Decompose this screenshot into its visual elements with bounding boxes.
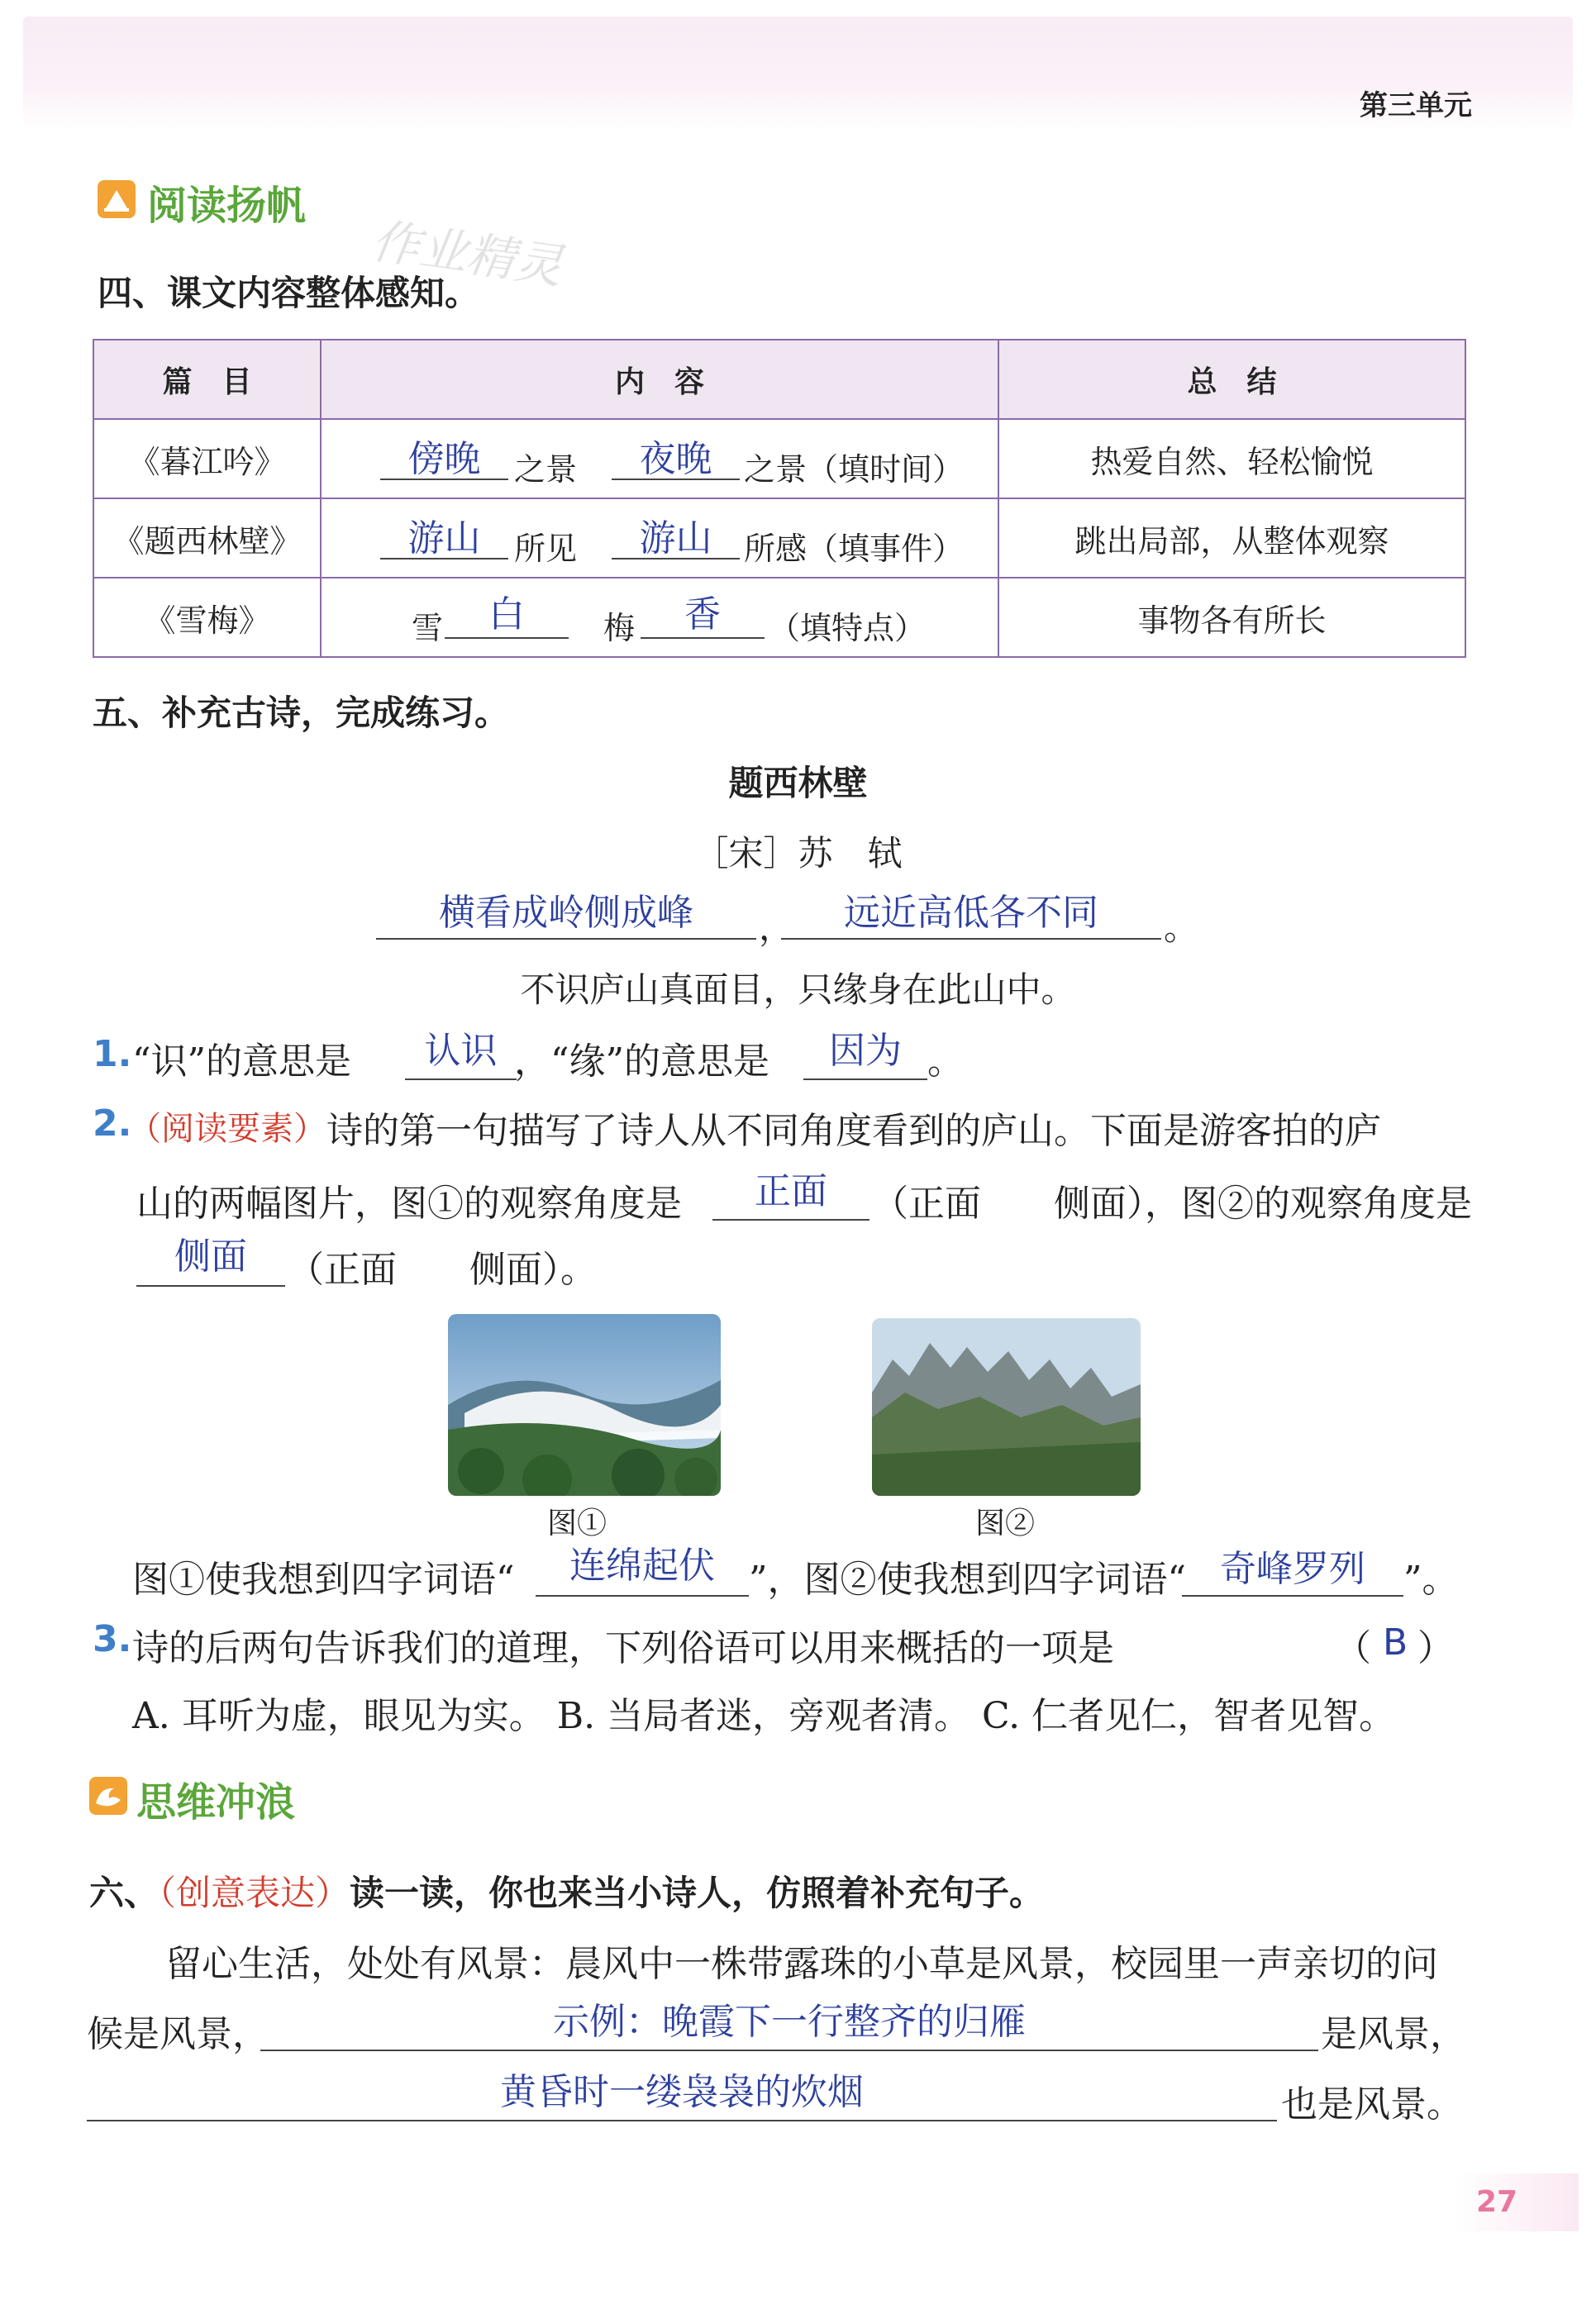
q6-para-2a: 候是风景， (87, 2013, 269, 2055)
answer: 香 (684, 593, 721, 636)
page-number: 27 (1476, 2185, 1518, 2219)
row-summary: 热爱自然、轻松愉悦 (998, 419, 1465, 498)
q5-2-line-4b: ”，图②使我想到四字词语“ (749, 1559, 1186, 1601)
q5-2 (93, 1102, 131, 1145)
lushan-side-photo (872, 1318, 1141, 1496)
q6-answer-1: 示例：晚霞下一行整齐的归雁 (553, 2001, 1026, 2043)
poem-title: 题西林壁 (728, 763, 868, 803)
row-content (321, 578, 998, 657)
q6-para-1: 留心生活，处处有风景：晨风中一株带露珠的小草是风景，校园里一声亲切的问 (165, 1943, 1438, 1985)
poem-period: 。 (1164, 907, 1199, 948)
table-row (93, 419, 1465, 498)
answer: 因为 (829, 1030, 902, 1072)
answer: 游山 (639, 517, 712, 559)
row-title: 《题西林壁》 (93, 498, 321, 578)
answer: 奇峰罗列 (1220, 1548, 1365, 1590)
content-text: 雪 (412, 610, 444, 646)
row-content (321, 419, 998, 498)
content-text: 梅 (603, 610, 636, 646)
row-summary: 跳出局部，从整体观察 (998, 498, 1465, 578)
q6-title: 读一读，你也来当小诗人，仿照着补充句子。 (350, 1873, 1045, 1913)
figure-2-caption: 图② (975, 1507, 1036, 1540)
table-row (93, 498, 1465, 578)
row-summary: 事物各有所长 (998, 578, 1465, 657)
q6-answer-2: 黄昏时一缕袅袅的炊烟 (500, 2071, 864, 2113)
q5-3-text: 诗的后两句告诉我们的道理，下列俗语可以用来概括的一项是 (132, 1627, 1114, 1669)
answer-line (641, 637, 765, 639)
content-text: 所见 (514, 531, 578, 567)
figure-1-caption: 图① (547, 1507, 607, 1540)
table-row (93, 578, 1465, 657)
table-header-row (93, 340, 1465, 419)
content-text: （填特点） (769, 610, 927, 646)
header-content: 内 容 (321, 340, 998, 419)
q5-1-number: 1. (93, 1033, 132, 1075)
q5-1-end: 。 (927, 1040, 964, 1083)
unit-label: 第三单元 (1360, 89, 1472, 122)
thinking-section-icon (89, 1777, 127, 1815)
answer-line (536, 1595, 749, 1597)
q5-3-paren-right: ） (1417, 1627, 1454, 1669)
poem-answer-2: 远近高低各不同 (844, 892, 1098, 934)
poem-blank-1 (376, 938, 756, 940)
poem-blank-2 (781, 938, 1161, 940)
answer-line (260, 2050, 1318, 2051)
answer-line (1182, 1595, 1403, 1597)
content-table (93, 339, 1466, 658)
header-band (23, 17, 1573, 131)
q6-title-line (89, 1866, 1044, 1916)
content-text: 之景 (514, 451, 578, 488)
q6-number: 六、 (89, 1873, 160, 1913)
q5-1-prompt: “识”的意思是 (132, 1040, 351, 1083)
poem-author: ［宋］苏 轼 (693, 833, 903, 874)
q5-2-line-4a: 图①使我想到四字词语“ (132, 1559, 515, 1601)
q4-title: 四、课文内容整体感知。 (98, 273, 480, 313)
header-summary: 总 结 (998, 340, 1465, 419)
q5-2-tag (128, 1102, 326, 1150)
q5-1 (93, 1033, 131, 1075)
row-content (321, 498, 998, 578)
q5-2-line-4c: ”。 (1403, 1559, 1459, 1601)
q6-para-3b: 也是风景。 (1281, 2083, 1463, 2126)
content-text: 所感（填事件） (744, 531, 965, 567)
answer: 认识 (424, 1030, 498, 1072)
answer: 夜晚 (639, 438, 712, 480)
answer-line (803, 1078, 927, 1080)
q5-3-options: A. 耳听为虚，眼见为实。 B. 当局者迷，旁观者清。 C. 仁者见仁，智者见智。 (132, 1695, 1396, 1737)
poem-answer-1: 横看成岭侧成峰 (439, 892, 693, 934)
creative-tag: （创意表达） (159, 1873, 350, 1913)
watermark: 作业精灵 (368, 212, 566, 295)
q5-1-mid: ，“缘”的意思是 (514, 1040, 769, 1083)
q5-2-text-3: （正面 侧面）。 (288, 1249, 597, 1291)
answer: 正面 (755, 1170, 827, 1212)
answer-line (712, 1219, 869, 1221)
answer-line (445, 637, 569, 639)
row-title: 《雪梅》 (93, 578, 321, 657)
q5-3 (93, 1618, 131, 1660)
q5-3-answer: B (1383, 1621, 1408, 1664)
answer-line (136, 1285, 285, 1287)
answer: 连绵起伏 (569, 1545, 715, 1587)
q5-3-paren-left: （ (1335, 1627, 1371, 1669)
answer: 白 (488, 593, 525, 636)
answer: 游山 (407, 517, 481, 559)
answer-line (87, 2120, 1277, 2121)
q6-para-2b: 是风景， (1321, 2013, 1466, 2055)
content-text: 之景（填时间） (744, 451, 965, 488)
answer: 侧面 (174, 1236, 247, 1278)
q5-2-text-1: 诗的第一句描写了诗人从不同角度看到的庐山。下面是游客拍的庐 (326, 1110, 1381, 1152)
q5-2-number: 2. (93, 1102, 132, 1145)
row-title: 《暮江吟》 (93, 419, 321, 498)
q5-2-text-2a: 山的两幅图片，图①的观察角度是 (136, 1183, 682, 1225)
thinking-section-title: 思维冲浪 (136, 1779, 296, 1826)
poem-line-2: 不识庐山真面目，只缘身在此山中。 (520, 969, 1076, 1010)
reading-section-icon (98, 180, 136, 218)
answer-line (405, 1078, 517, 1080)
poem-comma: ， (759, 907, 794, 948)
q5-3-number: 3. (93, 1618, 132, 1660)
lushan-front-photo (448, 1314, 721, 1496)
answer: 傍晚 (407, 438, 481, 480)
reading-element-tag: （阅读要素） (128, 1110, 326, 1148)
header-title: 篇 目 (93, 340, 321, 419)
q5-2-text-2b: （正面 侧面），图②的观察角度是 (872, 1183, 1472, 1225)
reading-section-title: 阅读扬帆 (147, 183, 307, 229)
q5-title: 五、补充古诗，完成练习。 (93, 693, 510, 733)
